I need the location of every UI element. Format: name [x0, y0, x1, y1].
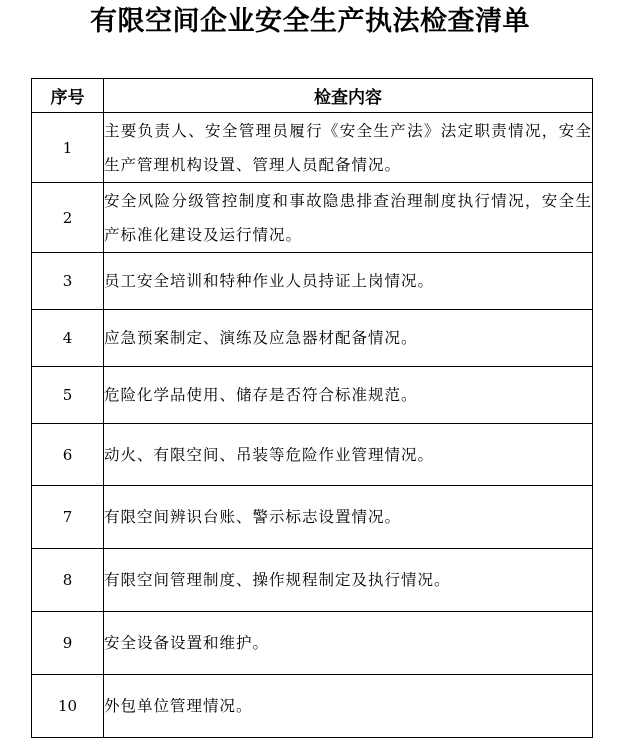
- row-content: 安全设备设置和维护。: [104, 612, 593, 675]
- table-row: [32, 549, 593, 612]
- row-content: 员工安全培训和特种作业人员持证上岗情况。: [104, 253, 593, 310]
- row-content: 安全风险分级管控制度和事故隐患排查治理制度执行情况，安全生产标准化建设及运行情况。: [104, 183, 593, 253]
- row-number: 8: [32, 549, 104, 612]
- table-row: [32, 310, 593, 367]
- document-title: 有限空间企业安全生产执法检查清单: [90, 6, 530, 37]
- table-row: [32, 612, 593, 675]
- inspection-checklist-table: [31, 78, 593, 738]
- row-number: 3: [32, 253, 104, 310]
- row-content: 动火、有限空间、吊装等危险作业管理情况。: [104, 424, 593, 486]
- row-number: 7: [32, 486, 104, 549]
- header-inspection-content: 检查内容: [104, 79, 593, 113]
- row-content: 主要负责人、安全管理员履行《安全生产法》法定职责情况，安全生产管理机构设置、管理人员配备情况。: [104, 113, 593, 183]
- row-number: 4: [32, 310, 104, 367]
- row-content: 外包单位管理情况。: [104, 675, 593, 738]
- table-row: [32, 367, 593, 424]
- row-content: 危险化学品使用、储存是否符合标准规范。: [104, 367, 593, 424]
- row-number: 6: [32, 424, 104, 486]
- table-row: [32, 183, 593, 253]
- row-number: 2: [32, 183, 104, 253]
- header-serial-number: 序号: [32, 79, 104, 113]
- row-content: 有限空间管理制度、操作规程制定及执行情况。: [104, 549, 593, 612]
- row-content: 应急预案制定、演练及应急器材配备情况。: [104, 310, 593, 367]
- table-header-row: [32, 79, 593, 113]
- table-row: [32, 253, 593, 310]
- table-row: [32, 675, 593, 738]
- row-number: 1: [32, 113, 104, 183]
- table-row: [32, 486, 593, 549]
- row-content: 有限空间辨识台账、警示标志设置情况。: [104, 486, 593, 549]
- row-number: 5: [32, 367, 104, 424]
- table-row: [32, 424, 593, 486]
- row-number: 10: [32, 675, 104, 738]
- row-number: 9: [32, 612, 104, 675]
- table-row: [32, 113, 593, 183]
